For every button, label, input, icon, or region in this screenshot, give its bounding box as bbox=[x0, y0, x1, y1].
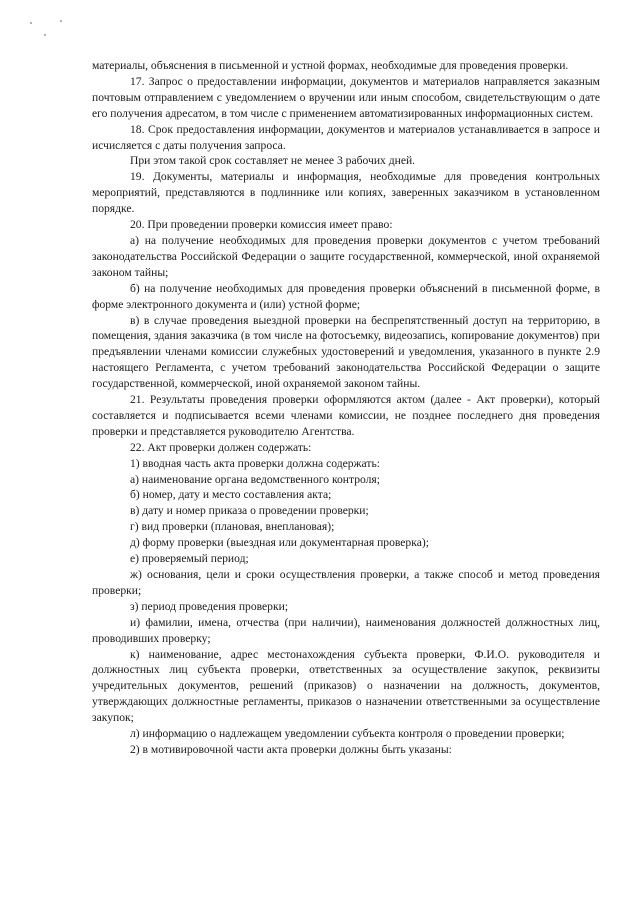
paragraph: г) вид проверки (плановая, внеплановая); bbox=[130, 520, 335, 534]
paragraph: 1) вводная часть акта проверки должна содержать: bbox=[130, 456, 380, 470]
paragraph: з) период проведения проверки; bbox=[130, 599, 289, 613]
paragraph: а) на получение необходимых для проведения проверки документов с учетом требований законодательства Российской Федерации о защите государственной, коммерческой, иной охраняемой законом тайны; bbox=[92, 233, 600, 279]
paragraph: б) номер, дату и место составления акта; bbox=[130, 488, 332, 502]
paragraph: При этом такой срок составляет не менее 3 рабочих дней. bbox=[130, 154, 416, 168]
paragraph: к) наименование, адрес местонахождения субъекта проверки, Ф.И.О. руководителя и должностных лиц субъекта проверки, ответственных за осуществление закупок, реквизиты учредительных документов, решений (приказов) о назначении на должность, документов, утверждающих должностные регламенты, приказов о назначении ответственными за осуществление закупок; bbox=[92, 647, 600, 725]
paragraph: л) информацию о надлежащем уведомлении субъекта контроля о проведении проверки; bbox=[130, 727, 565, 741]
paragraph: 20. При проведении проверки комиссия имеет право: bbox=[130, 218, 393, 232]
paragraph: а) наименование органа ведомственного контроля; bbox=[130, 472, 380, 486]
paragraph: в) дату и номер приказа о проведении проверки; bbox=[130, 504, 369, 518]
paragraph: в) в случае проведения выездной проверки на беспрепятственный доступ на территорию, в помещения, здания заказчика (в том числе на фотосъемку, видеозапись, копирование документов) при предъявлении членами комиссии служебных удостоверений и уведомления, указанного в пункте 2.9 настоящего Регламента, с учетом требований законодательства Российской Федерации о защите государственной, коммерческой, иной охраняемой законом тайны. bbox=[92, 313, 600, 391]
paragraph: 21. Результаты проведения проверки оформляются актом (далее - Акт проверки), который составляется и подписывается всеми членами комиссии, не позднее последнего дня проведения проверки и представляется руководителю Агентства. bbox=[92, 393, 600, 438]
scan-specks bbox=[26, 18, 76, 48]
paragraph: 19. Документы, материалы и информация, необходимые для проведения контрольных мероприятий, представляются в подлиннике или копиях, заверенных заказчиком в установленном порядке. bbox=[92, 170, 600, 216]
document-body bbox=[92, 58, 600, 758]
paragraph: 22. Акт проверки должен содержать: bbox=[130, 440, 312, 454]
scan-speck bbox=[60, 20, 62, 22]
paragraph: д) форму проверки (выездная или документарная проверка); bbox=[130, 536, 429, 550]
paragraph: 2) в мотивировочной части акта проверки должны быть указаны: bbox=[130, 742, 452, 756]
paragraph: ж) основания, цели и сроки осуществления проверки, а также способ и метод проведения проверки; bbox=[92, 568, 600, 597]
paragraph: материалы, объяснения в письменной и устной формах, необходимые для проведения проверки. bbox=[92, 59, 569, 72]
paragraph: и) фамилии, имена, отчества (при наличии), наименования должностей должностных лиц, проводивших проверку; bbox=[92, 615, 600, 645]
paragraph: 18. Срок предоставления информации, документов и материалов устанавливается в запросе и исчисляется с даты получения запроса. bbox=[92, 122, 600, 152]
scan-speck bbox=[30, 22, 32, 24]
paragraph: б) на получение необходимых для проведения проверки объяснений в письменной форме, в форме электронного документа и (или) устной форме; bbox=[92, 281, 600, 311]
scan-speck bbox=[44, 34, 46, 36]
paragraph: 17. Запрос о предоставлении информации, документов и материалов направляется заказным почтовым отправлением с уведомлением о вручении или иным способом, свидетельствующим о дате его получения адресатом, в том числе с применением автоматизированных информационных систем. bbox=[92, 74, 600, 120]
paragraph: е) проверяемый период; bbox=[130, 552, 249, 566]
